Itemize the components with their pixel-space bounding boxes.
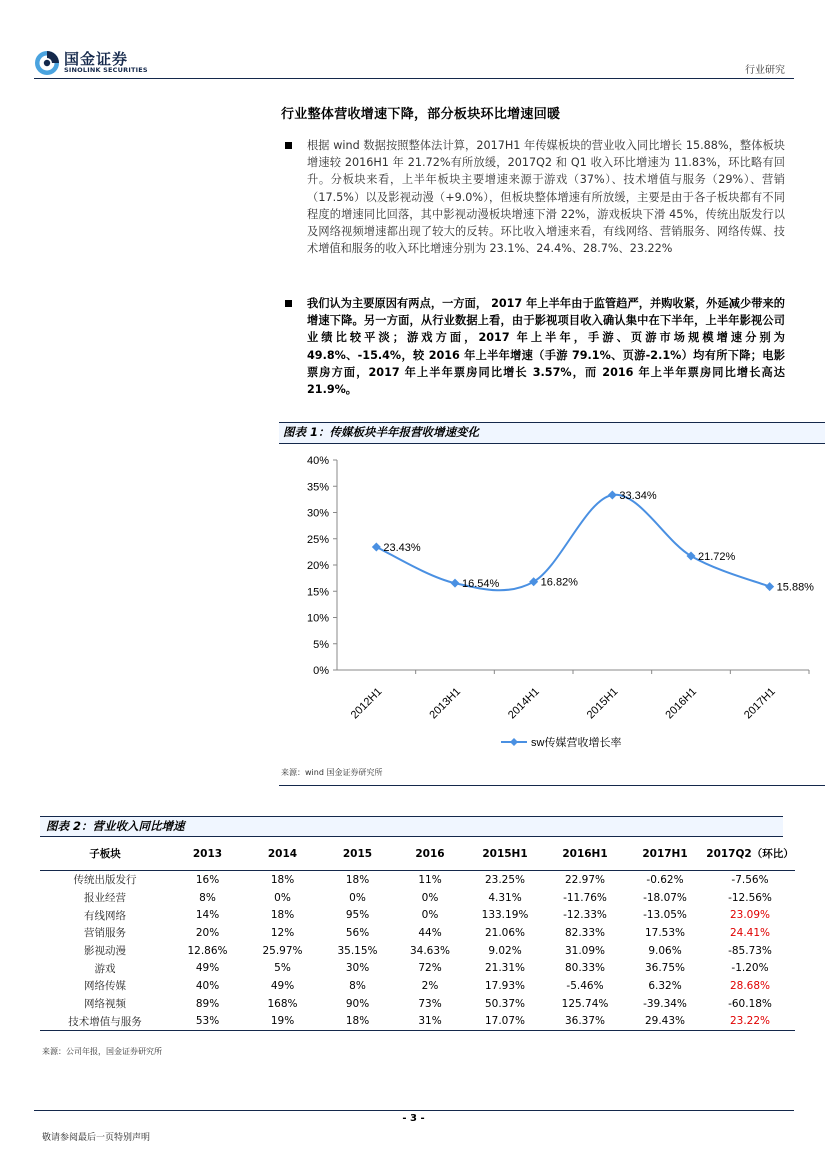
table-cell: 31.09% — [564, 944, 606, 957]
table-cell: 80.33% — [564, 962, 606, 975]
table-row-label: 影视动漫 — [84, 945, 126, 958]
table-row-label: 传统出版发行 — [73, 874, 137, 887]
bullet-square-icon — [285, 142, 292, 149]
y-tick-label: 0% — [313, 665, 329, 677]
bullet-paragraph-2 — [285, 295, 785, 398]
table-row — [40, 924, 795, 942]
table-cell: 72% — [418, 962, 442, 975]
table-cell: 6.32% — [648, 979, 682, 992]
table-cell: 0% — [421, 909, 439, 922]
table-cell: 30% — [345, 962, 370, 975]
data-label: 21.72% — [698, 550, 736, 563]
x-tick-label: 2014H1 — [506, 685, 542, 722]
table-cell: 5% — [274, 962, 291, 975]
data-point-marker — [608, 490, 617, 499]
table-cell: 125.74% — [561, 997, 609, 1010]
y-tick-label: 15% — [306, 586, 329, 599]
table-row — [40, 906, 795, 924]
logo-mark-icon — [34, 50, 60, 76]
table-cell: -7.56% — [731, 873, 769, 886]
table-cell: 133.19% — [481, 909, 529, 922]
table-cell: 23.25% — [484, 873, 526, 886]
table-cell: 8% — [349, 979, 366, 992]
table-cell: 14% — [195, 909, 220, 922]
table-cell: 168% — [267, 997, 298, 1010]
table-cell: 56% — [345, 926, 370, 939]
table-header-cell: 2013 — [170, 837, 245, 871]
table-cell: -18.07% — [643, 891, 687, 904]
table-header-cell: 2015 — [320, 837, 395, 871]
bullet-text-2: 我们认为主要原因有两点，一方面， 2017 年上半年由于监管趋严，并购收紧，外延减少带来的增速下降。另一方面，从行业数据上看，由于影视项目收入确认集中在下半年，上半年影视公司业绩比较平淡；游戏方面，2017 年上半年，手游、页游市场规模增速分别为 49.8%、-15.4%，较 2016 年上半年增速（手游 79.1%、页游-2.1%）均有所下降；电影票房方面，2017 年上半年票房同比增长 3.57%，而 2016 年上半年票房同比增长高达 21.9%。 — [307, 297, 785, 397]
x-tick-label: 2015H1 — [584, 685, 621, 722]
table-cell: 40% — [195, 979, 220, 992]
table-cell: 9.06% — [648, 944, 682, 957]
bullet-square-icon — [285, 300, 292, 307]
table-cell: 4.31% — [488, 891, 522, 904]
table-cell: 23.22% — [705, 1013, 795, 1031]
table-cell: 18% — [320, 1013, 395, 1031]
y-tick-label: 5% — [313, 638, 329, 651]
table-cell: 36.75% — [644, 962, 686, 975]
table-cell: 49% — [195, 962, 220, 975]
table-header-cell: 2015H1 — [465, 837, 545, 871]
table-cell: 28.68% — [729, 979, 771, 992]
table-cell: 17.93% — [484, 979, 526, 992]
revenue-growth-table — [40, 837, 795, 1031]
table-cell: 11% — [418, 873, 442, 886]
table-cell: -39.34% — [643, 997, 687, 1010]
report-category: 行业研究 — [745, 65, 785, 76]
table-cell: 8% — [199, 891, 216, 904]
table-cell: 16% — [195, 873, 220, 886]
table-cell: 21.06% — [484, 926, 526, 939]
table-row-label: 技术增值与服务 — [40, 1013, 170, 1031]
table-cell: 18% — [270, 909, 295, 922]
table-header-cell: 2017H1 — [625, 837, 705, 871]
table-header-cell: 2017Q2（环比） — [705, 837, 795, 871]
table-row — [40, 995, 795, 1013]
table-cell: -5.46% — [566, 979, 604, 992]
figure2-title: 图表 2：营业收入同比增速 — [46, 819, 185, 833]
table-row-label: 游戏 — [94, 962, 116, 975]
y-tick-label: 30% — [306, 507, 329, 520]
table-cell: 0% — [274, 891, 291, 904]
table-cell: 18% — [345, 873, 370, 886]
table-cell: 36.37% — [545, 1013, 625, 1031]
table-cell: 12% — [270, 926, 295, 939]
table-cell: 24.41% — [729, 926, 771, 939]
table-cell: 73% — [418, 997, 442, 1010]
table-cell: 25.97% — [262, 944, 303, 957]
table-cell: 0% — [421, 891, 439, 904]
table-cell: 89% — [195, 997, 220, 1010]
x-tick-label: 2016H1 — [663, 685, 700, 722]
data-point-marker — [372, 542, 381, 551]
table-cell: 95% — [345, 909, 370, 922]
table-cell: -13.05% — [643, 909, 687, 922]
figure1-bottom-rule — [279, 785, 825, 786]
table-cell: 17.53% — [644, 926, 686, 939]
legend-label: sw传媒营收增长率 — [531, 737, 622, 749]
logo-text-cn: 国金证券 — [64, 50, 129, 68]
y-tick-label: 35% — [306, 481, 329, 494]
table-cell: 82.33% — [564, 926, 606, 939]
disclaimer-note: 敬请参阅最后一页特别声明 — [42, 1133, 151, 1143]
table-cell: 44% — [418, 926, 442, 939]
table-header-cell: 2014 — [245, 837, 320, 871]
table-header-cell: 子板块 — [40, 837, 170, 871]
table-header-cell: 2016 — [395, 837, 465, 871]
footer-divider — [34, 1110, 794, 1111]
revenue-growth-line-chart — [279, 445, 825, 765]
table-cell: 12.86% — [187, 944, 228, 957]
legend-marker-icon — [510, 738, 518, 746]
bullet-paragraph-1 — [285, 137, 785, 257]
logo-text-en: SINOLINK SECURITIES — [64, 66, 148, 74]
x-tick-label: 2017H1 — [742, 685, 778, 722]
section-title: 行业整体营收增速下降，部分板块环比增速回暖 — [281, 107, 561, 122]
table-cell: 21.31% — [484, 962, 526, 975]
table-row — [40, 959, 795, 977]
table-cell: 35.15% — [337, 944, 378, 957]
table-header-cell: 2016H1 — [545, 837, 625, 871]
table-cell: 23.09% — [729, 909, 771, 922]
table-cell: 0% — [349, 891, 366, 904]
data-label: 16.82% — [540, 576, 578, 589]
table-cell: 53% — [170, 1013, 245, 1031]
table-row — [40, 1013, 795, 1031]
x-tick-label: 2012H1 — [348, 685, 385, 722]
table-cell: 20% — [195, 926, 220, 939]
table-row-label: 报业经营 — [84, 892, 126, 905]
y-tick-label: 10% — [306, 612, 329, 625]
table-cell: -12.33% — [563, 909, 607, 922]
table-cell: 17.07% — [465, 1013, 545, 1031]
bullet-text-1: 根据 wind 数据按照整体法计算，2017H1 年传媒板块的营业收入同比增长 15.88%，整体板块增速较 2016H1 年 21.72%有所放缓，2017Q2 和 Q1 收入环比增速为 11.83%，环比略有回升。分板块来看，上半年板块主要增速来源于游戏（37%）、技术增值与服务（29%）、营销（17.5%）以及影视动漫（+9.0%），但板块整体增速有所放缓，主要是由于各子板块都有不同程度的增速同比回落，其中影视动漫板块增速下滑 22%，游戏板块下滑 45%，传统出版发行以及网络视频增速都出现了较大的反转。环比收入增速来看，有线网络、营销服务、网络传媒、技术增值和服务的收入环比增速分别为 23.1%、24.4%、28.7%、23.22% — [307, 139, 785, 256]
table-header-row — [40, 837, 795, 871]
x-tick-label: 2013H1 — [427, 685, 464, 722]
table-cell: 19% — [245, 1013, 320, 1031]
table-cell: 31% — [395, 1013, 465, 1031]
y-tick-label: 20% — [306, 560, 329, 572]
table-row-label: 网络视频 — [84, 998, 126, 1011]
table-row — [40, 889, 795, 907]
table-cell: 9.02% — [488, 944, 522, 957]
table-cell: 18% — [270, 873, 295, 886]
table-cell: -11.76% — [563, 891, 607, 904]
table-cell: 49% — [270, 979, 295, 992]
data-label: 33.34% — [619, 489, 657, 502]
data-label: 23.43% — [383, 541, 421, 554]
y-tick-label: 40% — [306, 455, 329, 467]
table-cell: -12.56% — [728, 891, 772, 904]
table-cell: 50.37% — [484, 997, 526, 1010]
figure1-title: 图表 1：传媒板块半年报营收增速变化 — [283, 425, 480, 439]
figure1-source: 来源：wind 国金证券研究所 — [281, 768, 383, 777]
data-point-marker — [451, 579, 460, 588]
company-logo — [34, 48, 152, 78]
table-cell: -0.62% — [646, 873, 684, 886]
table-cell: 29.43% — [625, 1013, 705, 1031]
table-row — [40, 942, 795, 960]
data-label: 15.88% — [776, 581, 814, 594]
table-cell: 2% — [421, 979, 439, 992]
table-row-label: 营销服务 — [84, 927, 126, 940]
table-cell: -60.18% — [728, 997, 772, 1010]
table-cell: 90% — [345, 997, 370, 1010]
header-divider — [34, 78, 794, 79]
table-cell: 34.63% — [409, 944, 451, 957]
figure2-source: 来源：公司年报，国金证券研究所 — [42, 1047, 162, 1056]
data-label: 16.54% — [462, 578, 500, 591]
table-row-label: 网络传媒 — [84, 980, 126, 993]
table-row — [40, 977, 795, 995]
table-row — [40, 871, 795, 889]
data-point-marker — [765, 582, 774, 591]
table-cell: 22.97% — [564, 873, 606, 886]
table-cell: -1.20% — [731, 962, 769, 975]
table-row-label: 有线网络 — [84, 909, 126, 922]
page-number: - 3 - — [402, 1113, 425, 1124]
y-tick-label: 25% — [306, 533, 329, 546]
table-cell: -85.73% — [728, 944, 772, 957]
